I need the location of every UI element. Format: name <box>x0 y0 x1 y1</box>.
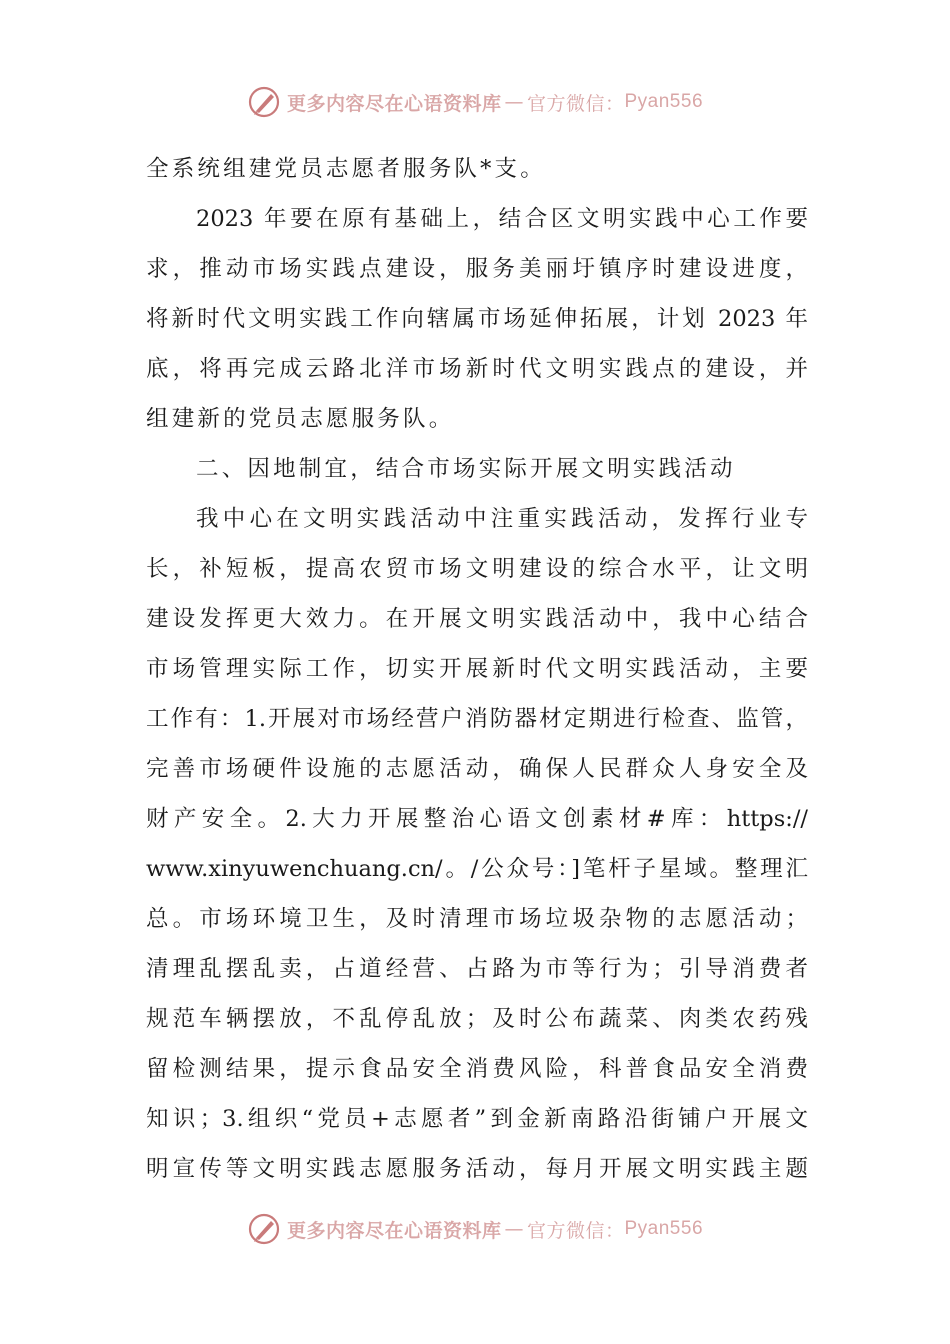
watermark-text: 更多内容尽在心语资料库 <box>286 92 502 115</box>
document-body <box>146 144 808 1194</box>
watermark-dash: — <box>504 91 524 113</box>
watermark-dash: — <box>504 1218 524 1240</box>
pen-logo-icon <box>247 1212 281 1246</box>
watermark-text: 更多内容尽在心语资料库 <box>286 1219 502 1242</box>
section-heading: 二、因地制宜，结合市场实际开展文明实践活动 <box>196 456 736 482</box>
pen-logo-icon <box>247 85 281 119</box>
text-line: 求，推动市场实践点建设，服务美丽圩镇序时建设进度， <box>146 256 808 282</box>
text-line: 规范车辆摆放，不乱停乱放；及时公布蔬菜、肉类农药残 <box>146 1006 808 1032</box>
text-line: 建设发挥更大效力。在开展文明实践活动中，我中心结合 <box>146 606 808 632</box>
text-line: 知识；3.组织“党员+志愿者”到金新南路沿街铺户开展文 <box>146 1106 808 1132</box>
header-watermark <box>0 82 950 122</box>
text-line: 长，补短板，提高农贸市场文明建设的综合水平，让文明 <box>146 556 808 582</box>
text-line: 总。市场环境卫生，及时清理市场垃圾杂物的志愿活动； <box>146 906 808 932</box>
text-line: 2023 年要在原有基础上，结合区文明实践中心工作要 <box>196 206 808 232</box>
text-line: 底，将再完成云路北洋市场新时代文明实践点的建设，并 <box>146 356 808 382</box>
text-line: 工作有：1.开展对市场经营户消防器材定期进行检查、监管， <box>146 706 808 732</box>
text-line: www.xinyuwenchuang.cn/。/公众号：]笔杆子星域。整理汇 <box>146 856 808 882</box>
watermark-official: 官方微信： <box>526 92 625 115</box>
watermark-official: 官方微信： <box>526 1219 625 1242</box>
text-line: 清理乱摆乱卖，占道经营、占路为市等行为；引导消费者 <box>146 956 808 982</box>
text-line: 完善市场硬件设施的志愿活动，确保人民群众人身安全及 <box>146 756 808 782</box>
text-line: 全系统组建党员志愿者服务队*支。 <box>146 156 546 182</box>
text-line: 组建新的党员志愿服务队。 <box>146 406 455 432</box>
text-line: 我中心在文明实践活动中注重实践活动，发挥行业专 <box>196 506 808 532</box>
text-line: 明宣传等文明实践志愿服务活动，每月开展文明实践主题 <box>146 1156 808 1182</box>
text-line: 市场管理实际工作，切实开展新时代文明实践活动，主要 <box>146 656 808 682</box>
text-line: 财产安全。2.大力开展整治心语文创素材#库：https:// <box>146 806 808 832</box>
footer-watermark <box>0 1209 950 1249</box>
text-line: 留检测结果，提示食品安全消费风险，科普食品安全消费 <box>146 1056 808 1082</box>
text-line: 将新时代文明实践工作向辖属市场延伸拓展，计划 2023 年 <box>146 306 808 332</box>
watermark-wechat-id: Pyan556 <box>624 1218 704 1239</box>
watermark-wechat-id: Pyan556 <box>624 91 704 112</box>
